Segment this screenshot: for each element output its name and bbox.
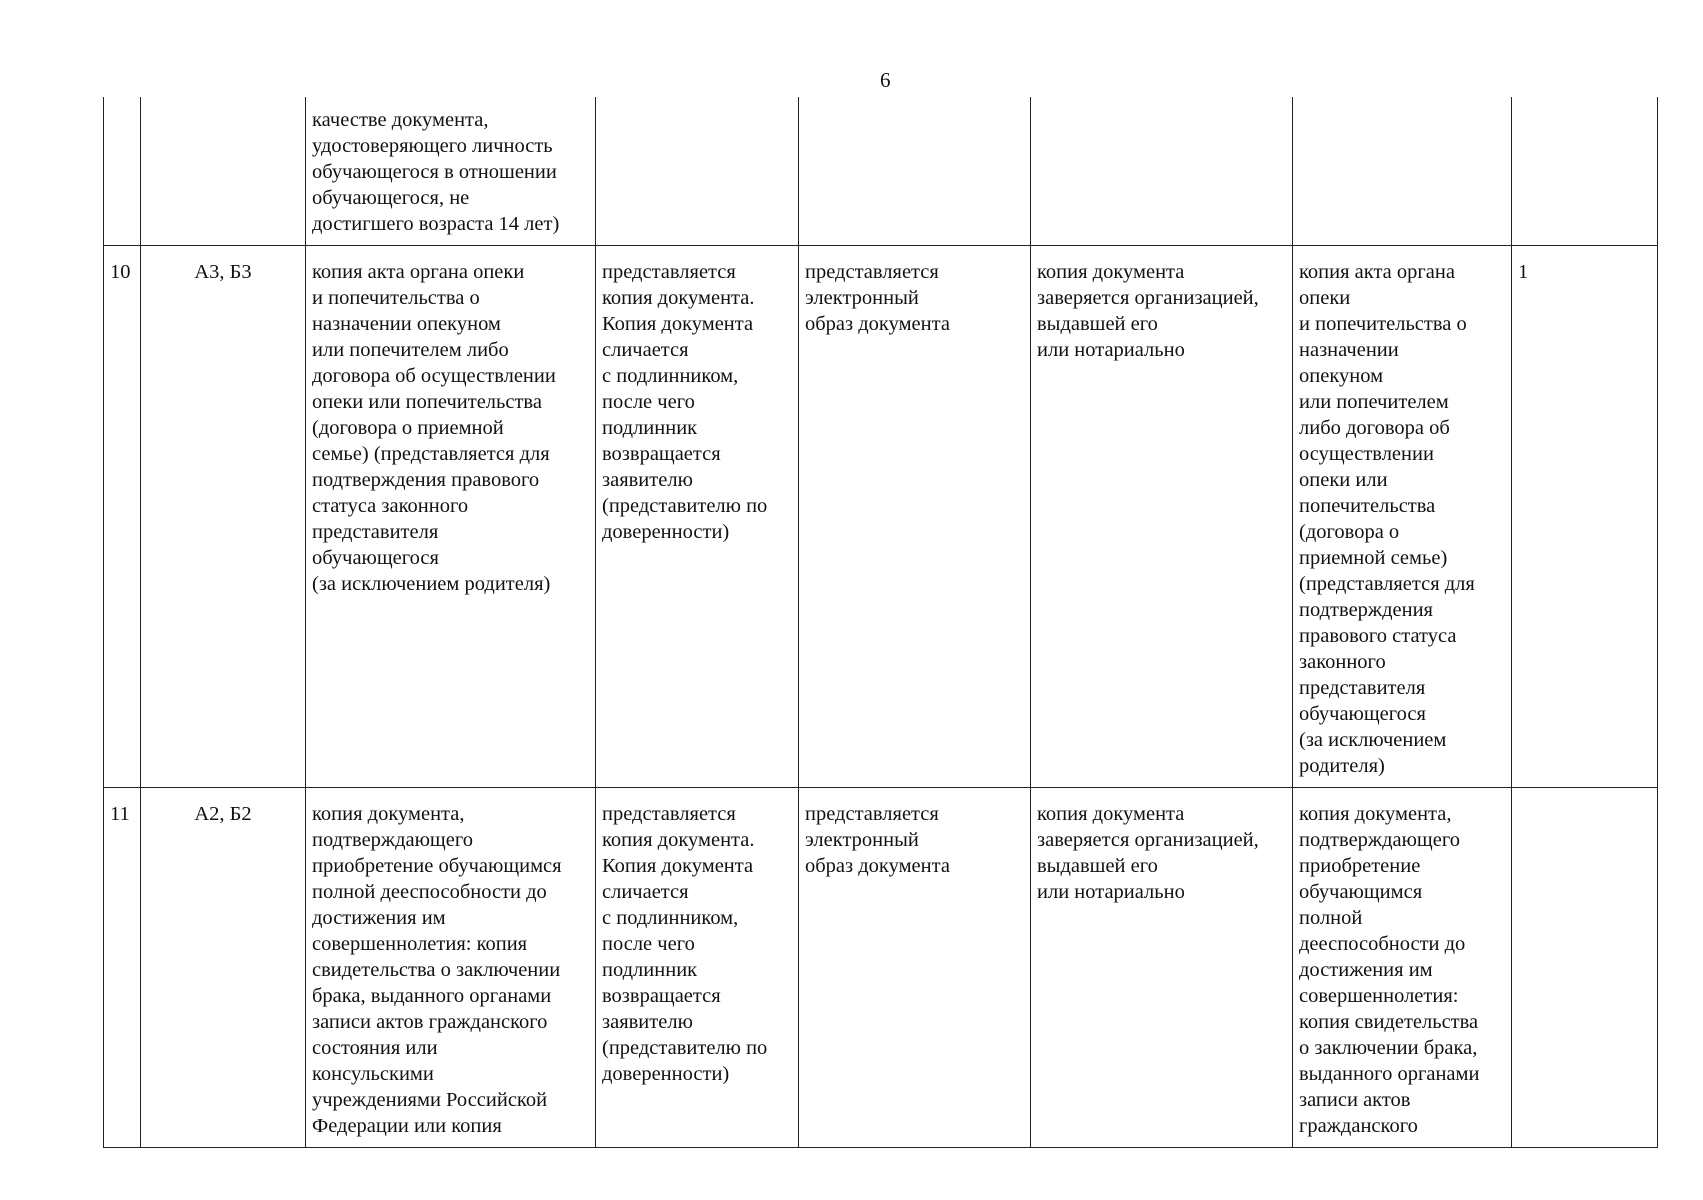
count-cell	[1512, 97, 1658, 246]
category-code-cell	[141, 97, 306, 246]
presentation-method-cell: представляется копия документа. Копия документа сличается с подлинником, после чего подлинник возвращается заявителю (представителю по доверенности)	[596, 246, 799, 788]
document-name-cell: копия акта органа опеки и попечительства о назначении опекуном или попечителем либо договора об осуществлении опеки или попечительства (договора о приемной семье) (представляется для подтверждения правового статуса законного представителя обучающегося (за исключением родителя)	[306, 246, 596, 788]
count-cell: 1	[1512, 246, 1658, 788]
document-name-cell: качестве документа, удостоверяющего личность обучающегося в отношении обучающегося, не достигшего возраста 14 лет)	[306, 97, 596, 246]
document-listing-cell	[1293, 97, 1512, 246]
presentation-method-cell: представляется копия документа. Копия документа сличается с подлинником, после чего подлинник возвращается заявителю (представителю по доверенности)	[596, 788, 799, 1148]
row-number-cell	[104, 97, 141, 246]
table-row	[104, 246, 1658, 788]
category-code-cell: А2, Б2	[141, 788, 306, 1148]
documents-table	[103, 97, 1658, 1148]
certification-cell: копия документа заверяется организацией, выдавшей его или нотариально	[1031, 788, 1293, 1148]
count-cell	[1512, 788, 1658, 1148]
row-number-cell: 10	[104, 246, 141, 788]
document-name-cell: копия документа, подтверждающего приобретение обучающимся полной дееспособности до достижения им совершеннолетия: копия свидетельства о заключении брака, выданного органами записи актов гражданского состояния или консульскими учреждениями Российской Федерации или копия	[306, 788, 596, 1148]
category-code-cell: А3, Б3	[141, 246, 306, 788]
electronic-form-cell	[799, 97, 1031, 246]
document-listing-cell: копия акта органа опеки и попечительства о назначении опекуном или попечителем либо договора об осуществлении опеки или попечительства (договора о приемной семье) (представляется для подтверждения правового статуса законного представителя обучающегося (за исключением родителя)	[1293, 246, 1512, 788]
certification-cell: копия документа заверяется организацией, выдавшей его или нотариально	[1031, 246, 1293, 788]
electronic-form-cell: представляется электронный образ документа	[799, 246, 1031, 788]
certification-cell	[1031, 97, 1293, 246]
table-row	[104, 788, 1658, 1148]
page-number: 6	[880, 68, 891, 92]
electronic-form-cell: представляется электронный образ документа	[799, 788, 1031, 1148]
document-listing-cell: копия документа, подтверждающего приобретение обучающимся полной дееспособности до достижения им совершеннолетия: копия свидетельства о заключении брака, выданного органами записи актов гражданского	[1293, 788, 1512, 1148]
table-row	[104, 97, 1658, 246]
row-number-cell: 11	[104, 788, 141, 1148]
presentation-method-cell	[596, 97, 799, 246]
